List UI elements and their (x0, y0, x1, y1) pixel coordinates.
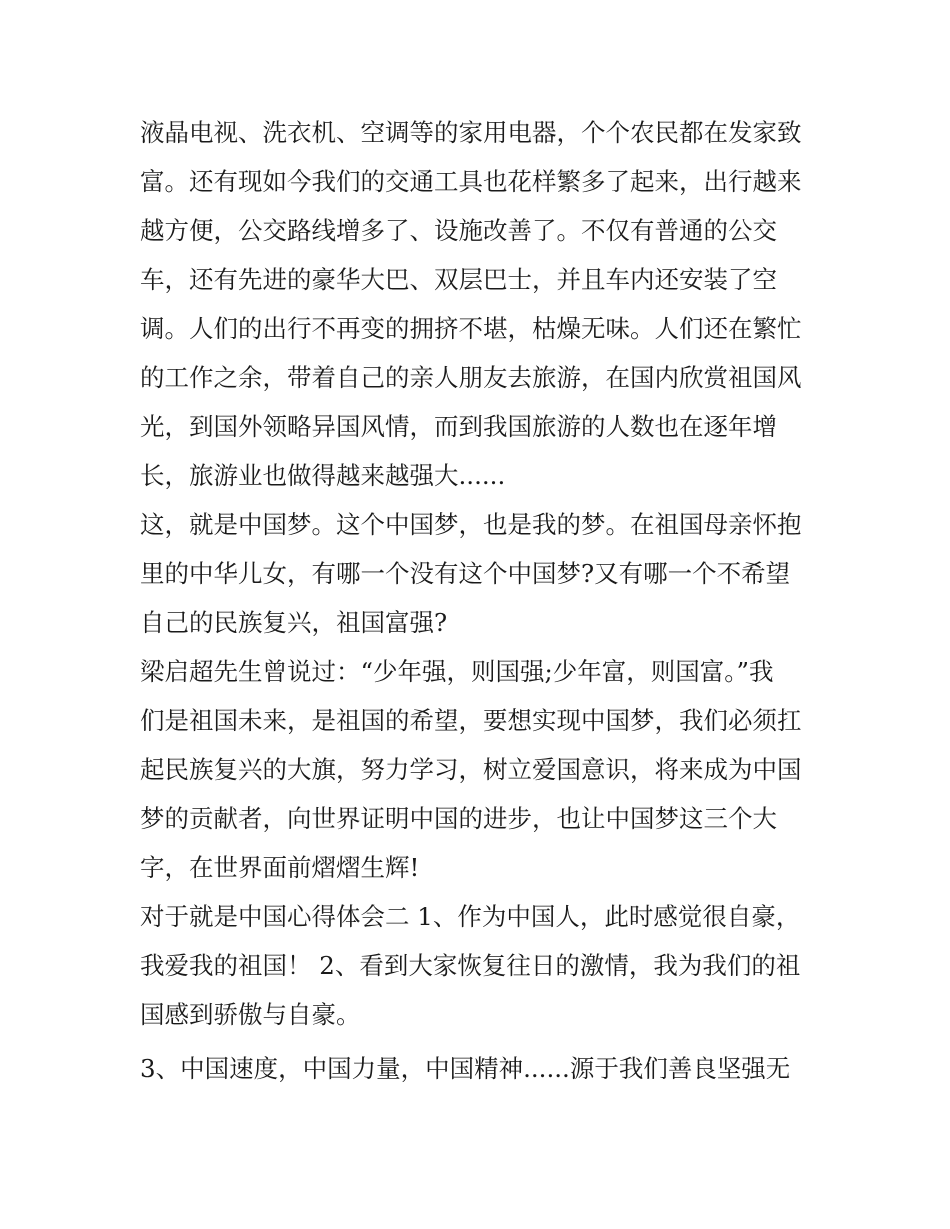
text-line: 我爱我的祖国！ 2、看到大家恢复往日的激情，我为我们的祖 (140, 951, 801, 980)
text-line: 这，就是中国梦。这个中国梦，也是我的梦。在祖国母亲怀抱 (140, 510, 802, 539)
text-line: 的工作之余，带着自己的亲人朋友去旅游，在国内欣赏祖国风 (140, 363, 802, 392)
text-line: 对于就是中国心得体会二 1、作为中国人，此时感觉很自豪， (140, 902, 801, 931)
text-line: 里的中华儿女，有哪一个没有这个中国梦?又有哪一个不希望 (140, 559, 791, 588)
text-line: 车，还有先进的豪华大巴、双层巴士，并且车内还安装了空 (140, 265, 777, 294)
text-line: 越方便，公交路线增多了、设施改善了。不仅有普通的公交 (140, 216, 777, 245)
text-line: 梦的贡献者，向世界证明中国的进步，也让中国梦这三个大 (140, 804, 777, 833)
text-line: 液晶电视、洗衣机、空调等的家用电器，个个农民都在发家致 (140, 118, 802, 147)
text-line: 自己的民族复兴，祖国富强? (140, 608, 448, 637)
paragraph-2 (140, 500, 820, 647)
text-line: 光，到国外领略异国风情，而到我国旅游的人数也在逐年增 (140, 412, 777, 441)
paragraph-5 (140, 1044, 820, 1093)
text-line: 梁启超先生曾说过：“少年强，则国强;少年富，则国富。”我 (140, 657, 774, 686)
text-line: 字，在世界面前熠熠生辉! (140, 853, 420, 882)
paragraph-4 (140, 892, 820, 1039)
paragraph-1 (140, 108, 820, 500)
text-line: 富。还有现如今我们的交通工具也花样繁多了起来，出行越来 (140, 167, 802, 196)
text-line: 长，旅游业也做得越来越强大...... (140, 461, 506, 490)
paragraph-3 (140, 647, 820, 892)
text-line: 起民族复兴的大旗，努力学习，树立爱国意识，将来成为中国 (140, 755, 802, 784)
text-line: 调。人们的出行不再变的拥挤不堪，枯燥无味。人们还在繁忙 (140, 314, 802, 343)
text-line: 3、中国速度，中国力量，中国精神......源于我们善良坚强无 (140, 1054, 791, 1083)
document-body (140, 108, 820, 1093)
text-line: 国感到骄傲与自豪。 (140, 1000, 361, 1029)
text-line: 们是祖国未来，是祖国的希望，要想实现中国梦，我们必须扛 (140, 706, 802, 735)
